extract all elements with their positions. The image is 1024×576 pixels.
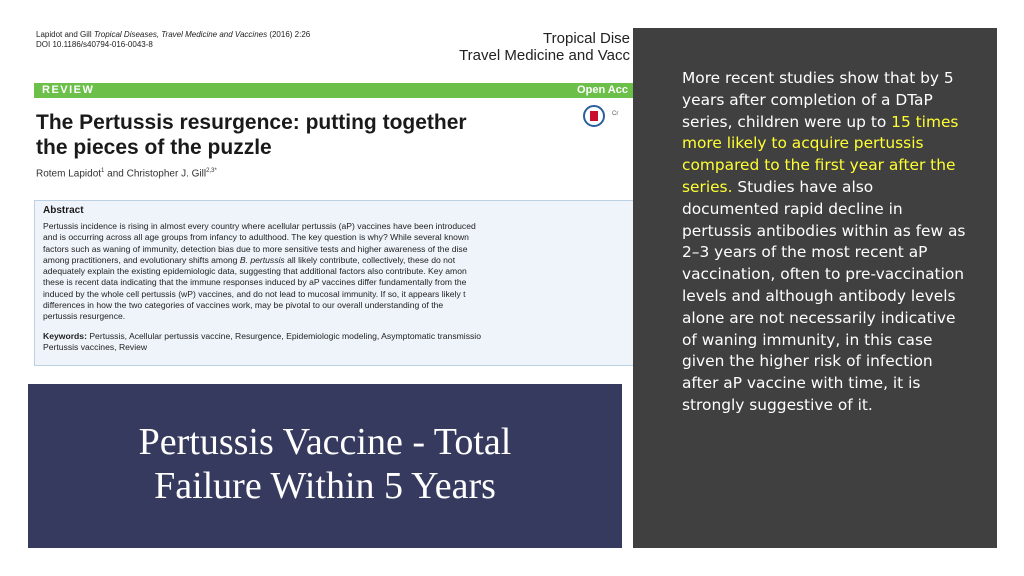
text-panel [633, 28, 997, 548]
abstract-box [34, 200, 635, 366]
section-bar [34, 83, 634, 98]
open-access-label: Open Acc [577, 84, 628, 96]
authors: Rotem Lapidot$^1$ and Christopher J. Gill$^{2,3*}$ [36, 168, 217, 180]
section-label: REVIEW [42, 84, 95, 96]
abstract-heading: Abstract [43, 205, 84, 216]
paper-excerpt-image [28, 24, 630, 382]
citation: Lapidot and Gill Tropical Diseases, Travel Medicine and Vaccines (2016) 2:26 DOI 10.1186/s40794-016-0043-8 [36, 30, 311, 49]
doi: DOI 10.1186/s40794-016-0043-8 [36, 40, 153, 49]
highlighted-text: 15 times more likely to acquire pertussis compared to the first year after the series. [682, 112, 959, 196]
panel-body-text: More recent studies show that by 5 years after completion of a DTaP series, children were up to 15 times more likely to acquire pertussis compared to the first year after the series. Studies have also documented rapid decline in pertussis antibodies within as few as 2–3 years of the most recent aP vaccination, often to pre-vaccination levels and although antibody levels alone are not necessarily indicative of waning immunity, in this case given the higher risk of infection after aP vaccine with time, it is strongly suggestive of it. [682, 69, 966, 414]
journal-name: Tropical Dise Travel Medicine and Vacc [459, 30, 630, 64]
slide-title: Pertussis Vaccine - Total Failure Within 5 Years [138, 421, 512, 507]
keywords: Keywords: Pertussis, Acellular pertussis vaccine, Resurgence, Epidemiologic modeling, Asymptomatic transmissio Pertussis vaccines, Review [43, 331, 481, 353]
paper-title: The Pertussis resurgence: putting together the pieces of the puzzle [36, 111, 467, 159]
abstract-body: Pertussis incidence is rising in almost every country where acellular pertussis (aP) vaccines have been introduced and is occurring across all age groups from infancy to adulthood. The key question is why? While several known factors such as waning of immunity, detection bias due to more sensitive tests and higher awareness of the dise among practitioners, and evolutionary shifts among B. pertussis all likely contribute, collectively, these do not adequately explain the existing epidemiologic data, suggesting that additional factors also contribute. Key amon these is recent data indicating that the immune responses induced by aP vaccines differ fundamentally from the induced by the whole cell pertussis (wP) vaccines, and do not lead to mucosal immunity. If so, it appears likely t differences in how the two categories of vaccines work, may be pivotal to our overall understanding of the pertussis resurgence. [43, 221, 476, 322]
crossmark-label: Cr [612, 111, 619, 117]
slide-title-box [28, 384, 622, 548]
